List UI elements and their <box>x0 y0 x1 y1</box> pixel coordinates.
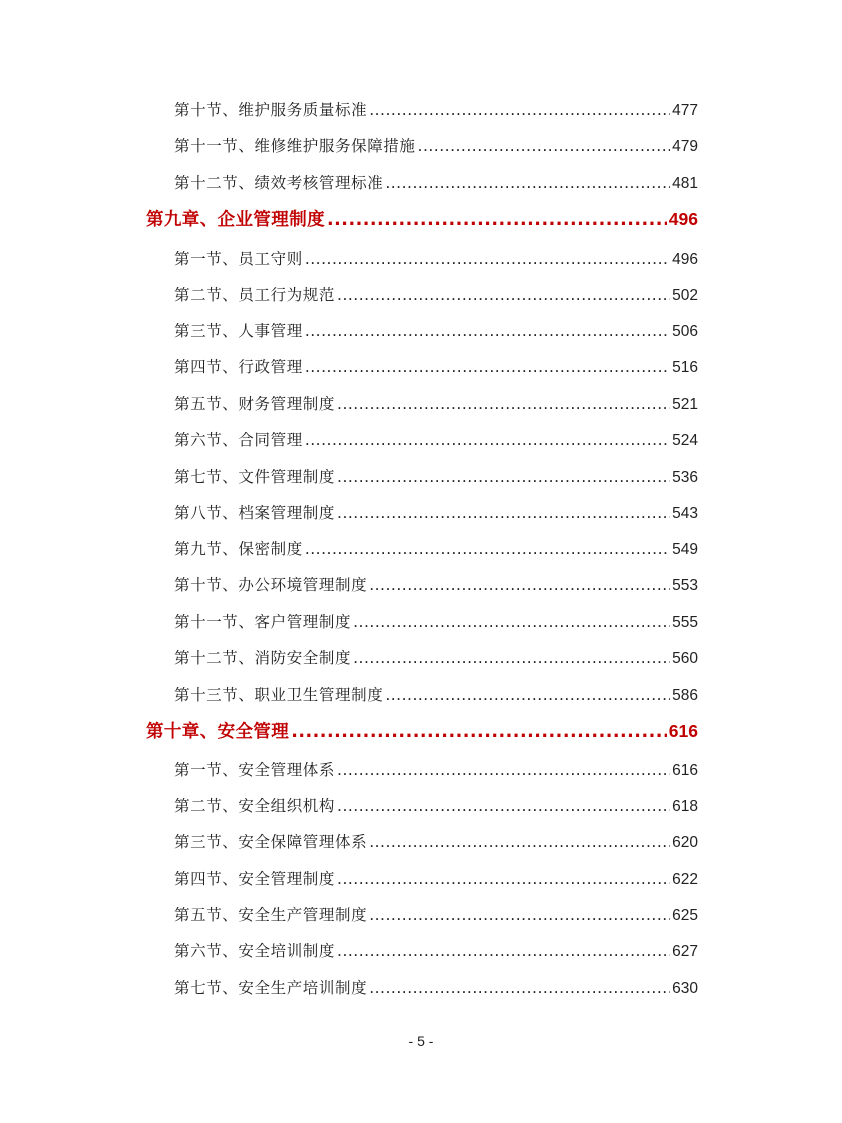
toc-entry-page: 477 <box>672 102 698 119</box>
toc-entry-page: 479 <box>672 138 698 155</box>
toc-entry-section[interactable] <box>174 976 698 998</box>
toc-entry-title: 第五节、安全生产管理制度 <box>174 906 368 924</box>
toc-entry-section[interactable] <box>174 758 698 780</box>
toc-dot-leader <box>385 174 670 192</box>
toc-entry-title: 第七节、文件管理制度 <box>174 468 336 486</box>
toc-entry-page: 560 <box>672 650 698 667</box>
toc-dot-leader <box>337 942 670 960</box>
toc-entry-section[interactable] <box>174 465 698 487</box>
toc-dot-leader <box>305 322 670 340</box>
toc-dot-leader <box>353 649 670 667</box>
toc-entry-page: 620 <box>672 834 698 851</box>
toc-entry-page: 496 <box>672 251 698 268</box>
toc-dot-leader <box>337 797 670 815</box>
toc-dot-leader <box>291 722 667 742</box>
toc-entry-title: 第一节、员工守则 <box>174 250 303 268</box>
toc-entry-title: 第二节、安全组织机构 <box>174 797 336 815</box>
toc-entry-section[interactable] <box>174 501 698 523</box>
toc-entry-section[interactable] <box>174 171 698 193</box>
toc-entry-title: 第八节、档案管理制度 <box>174 504 336 522</box>
toc-entry-section[interactable] <box>174 98 698 120</box>
toc-dot-leader <box>337 395 670 413</box>
toc-entry-title: 第十节、办公环境管理制度 <box>174 576 368 594</box>
toc-entry-section[interactable] <box>174 610 698 632</box>
toc-entry-section[interactable] <box>174 355 698 377</box>
toc-entry-title: 第四节、安全管理制度 <box>174 870 336 888</box>
toc-entry-title: 第二节、员工行为规范 <box>174 286 336 304</box>
toc-dot-leader <box>385 686 670 704</box>
toc-entry-title: 第十二节、消防安全制度 <box>174 649 352 667</box>
toc-entry-section[interactable] <box>174 428 698 450</box>
toc-entry-page: 536 <box>672 469 698 486</box>
toc-dot-leader <box>337 468 670 486</box>
toc-entry-page: 553 <box>672 577 698 594</box>
toc-entry-section[interactable] <box>174 867 698 889</box>
toc-dot-leader <box>305 540 670 558</box>
toc-dot-leader <box>337 870 670 888</box>
toc-dot-leader <box>305 431 670 449</box>
toc-entry-section[interactable] <box>174 939 698 961</box>
toc-entry-page: 481 <box>672 175 698 192</box>
toc-entry-page: 630 <box>672 980 698 997</box>
toc-entry-page: 618 <box>672 798 698 815</box>
page-number: - 5 - <box>408 1033 434 1049</box>
toc-entry-title: 第六节、安全培训制度 <box>174 942 336 960</box>
toc-dot-leader <box>337 761 670 779</box>
toc-entry-title: 第十三节、职业卫生管理制度 <box>174 686 384 704</box>
toc-entry-section[interactable] <box>174 319 698 341</box>
toc-dot-leader <box>369 833 670 851</box>
toc-entry-section[interactable] <box>174 537 698 559</box>
toc-entry-page: 521 <box>672 396 698 413</box>
toc-entry-section[interactable] <box>174 646 698 668</box>
toc-entry-title: 第四节、行政管理 <box>174 358 303 376</box>
toc-dot-leader <box>369 101 670 119</box>
toc-entry-section[interactable] <box>174 392 698 414</box>
toc-entry-title: 第六节、合同管理 <box>174 431 303 449</box>
toc-dot-leader <box>337 286 670 304</box>
toc-entry-title: 第十一节、维修维护服务保障措施 <box>174 137 416 155</box>
toc-entry-page: 516 <box>672 359 698 376</box>
toc-dot-leader <box>369 576 670 594</box>
toc-entry-chapter[interactable] <box>146 206 698 231</box>
toc-entry-section[interactable] <box>174 830 698 852</box>
toc-entry-page: 625 <box>672 907 698 924</box>
toc-entry-section[interactable] <box>174 903 698 925</box>
toc-dot-leader <box>353 613 670 631</box>
toc-entry-title: 第七节、安全生产培训制度 <box>174 979 368 997</box>
toc-dot-leader <box>305 250 670 268</box>
toc-chapter-page: 616 <box>668 721 698 741</box>
toc-entry-section[interactable] <box>174 794 698 816</box>
toc-chapter-title: 第九章、企业管理制度 <box>146 210 325 230</box>
toc-entry-page: 586 <box>672 687 698 704</box>
toc-entry-page: 616 <box>672 762 698 779</box>
toc-entry-title: 第十二节、绩效考核管理标准 <box>174 174 384 192</box>
toc-entry-title: 第十节、维护服务质量标准 <box>174 101 368 119</box>
toc-dot-leader <box>337 504 670 522</box>
toc-entry-section[interactable] <box>174 283 698 305</box>
toc-entry-page: 622 <box>672 871 698 888</box>
toc-entry-section[interactable] <box>174 683 698 705</box>
toc-entry-page: 555 <box>672 614 698 631</box>
toc-entry-page: 506 <box>672 323 698 340</box>
toc-entry-title: 第十一节、客户管理制度 <box>174 613 352 631</box>
toc-entry-page: 627 <box>672 943 698 960</box>
toc-dot-leader <box>369 979 670 997</box>
toc-entry-title: 第三节、安全保障管理体系 <box>174 833 368 851</box>
toc-chapter-page: 496 <box>668 209 698 229</box>
toc-entry-section[interactable] <box>174 134 698 156</box>
toc-entry-title: 第五节、财务管理制度 <box>174 395 336 413</box>
toc-dot-leader <box>305 358 670 376</box>
toc-entry-chapter[interactable] <box>146 718 698 743</box>
toc-chapter-title: 第十章、安全管理 <box>146 722 290 742</box>
toc-dot-leader <box>369 906 670 924</box>
toc-entry-section[interactable] <box>174 247 698 269</box>
toc-entry-title: 第九节、保密制度 <box>174 540 303 558</box>
toc-dot-leader <box>327 210 667 230</box>
toc-entry-section[interactable] <box>174 573 698 595</box>
toc-entry-page: 502 <box>672 287 698 304</box>
toc-entry-page: 543 <box>672 505 698 522</box>
toc-entry-page: 549 <box>672 541 698 558</box>
toc-entry-title: 第一节、安全管理体系 <box>174 761 336 779</box>
toc-entry-page: 524 <box>672 432 698 449</box>
toc-dot-leader <box>418 137 671 155</box>
toc-entry-title: 第三节、人事管理 <box>174 322 303 340</box>
